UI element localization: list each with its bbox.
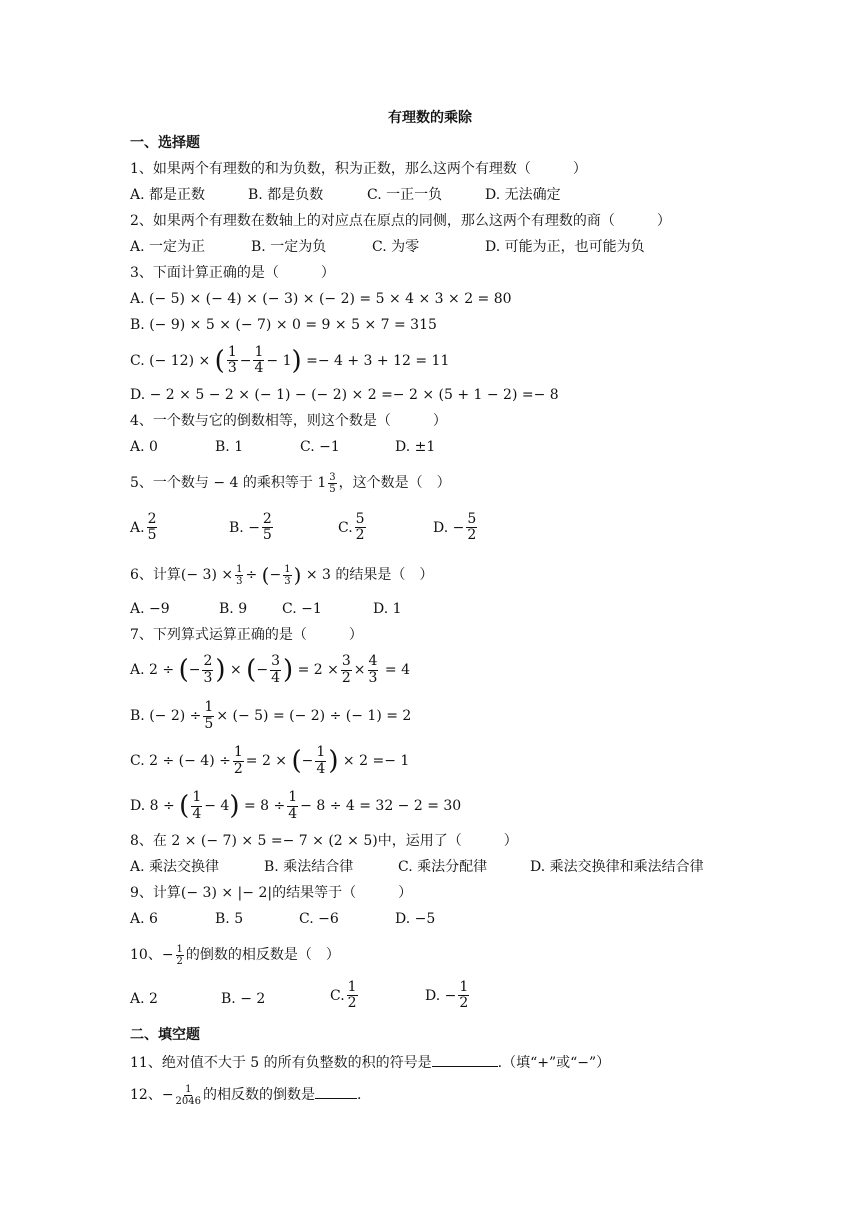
question-5-option-a (130, 512, 159, 544)
q6-stem-prefix: 6、计算(− 3) × (130, 567, 234, 583)
denominator: 2 (467, 527, 477, 544)
fraction (262, 512, 273, 544)
q7a-result: = 4 (384, 662, 410, 678)
left-paren: ( (214, 345, 225, 376)
option-label: C. (338, 519, 353, 536)
q12-stem-suffix: 的相反数的倒数是 (203, 1087, 315, 1103)
denominator: 3 (368, 669, 378, 686)
fraction (283, 564, 291, 587)
fraction (191, 790, 202, 822)
fraction (315, 745, 326, 777)
q12-period: . (357, 1087, 362, 1103)
minus-sign: − (269, 567, 282, 583)
q7d-equals: = 8 ÷ (243, 798, 286, 814)
option-label: D. − (425, 987, 457, 1004)
question-8-option-c: C. 乘法分配律 (398, 859, 488, 875)
question-9-option-a: A. 6 (130, 911, 158, 927)
section-heading-fill: 二、填空题 (130, 1027, 200, 1043)
denominator: 4 (271, 669, 280, 686)
numerator: 2 (262, 511, 272, 527)
q3c-tail: − 1 (266, 352, 292, 369)
times-sign: × (353, 662, 366, 678)
option-label: A. (130, 519, 145, 536)
numerator: 3 (271, 653, 280, 670)
left-paren: ( (291, 746, 302, 776)
question-11-stem (130, 1052, 610, 1072)
denominator: 5 (329, 483, 336, 495)
question-10-option-c (330, 980, 360, 1012)
fraction (270, 654, 281, 686)
times-sign: × (229, 662, 242, 678)
question-4-stem: 4、一个数与它的倒数相等，则这个数是（ ） (130, 413, 447, 429)
question-9-option-c: C. −6 (299, 911, 339, 927)
right-paren: ) (282, 655, 294, 685)
q7c-prefix: C. 2 ÷ (− 4) ÷ (130, 753, 231, 769)
fraction (203, 700, 214, 732)
question-3-option-b: B. (− 9) × 5 × (− 7) × 0 = 9 × 5 × 7 = 315 (130, 317, 437, 333)
question-5-option-c (338, 512, 368, 544)
option-label: C. (330, 987, 345, 1004)
numerator: 1 (236, 563, 243, 575)
question-10-option-b: B. − 2 (221, 991, 266, 1007)
answer-blank[interactable] (315, 1084, 357, 1099)
question-10-stem (130, 942, 340, 968)
question-10-option-a: A. 2 (130, 991, 158, 1007)
numerator: 5 (355, 511, 365, 527)
question-1-option-b: B. 都是负数 (248, 187, 324, 203)
denominator: 2 (459, 995, 469, 1012)
q7c-result: × 2 =− 1 (342, 753, 410, 769)
denominator: 3 (227, 360, 237, 377)
denominator: 4 (254, 360, 264, 377)
question-3-option-c (130, 345, 449, 377)
question-2-option-b: B. 一定为负 (251, 239, 327, 255)
right-paren: ) (229, 791, 240, 821)
question-6-option-c: C. −1 (282, 601, 322, 617)
q12-stem-prefix: 12、− (130, 1087, 174, 1103)
fraction (176, 944, 184, 967)
q11-stem-suffix: .（填“+”或“−”） (497, 1055, 611, 1071)
question-12-stem (130, 1080, 361, 1110)
question-2-stem: 2、如果两个有理数在数轴上的对应点在原点的同侧，那么这两个有理数的商（ ） (130, 213, 671, 229)
denominator: 2 (347, 995, 357, 1012)
q7a-equals: = 2 × (297, 662, 339, 678)
fraction (253, 345, 264, 377)
question-1-option-c: C. 一正一负 (367, 187, 443, 203)
fraction (368, 654, 379, 686)
question-8-option-a: A. 乘法交换律 (130, 859, 220, 875)
question-3-option-d: D. − 2 × 5 − 2 × (− 1) − (− 2) × 2 =− 2 × (5 + 1 − 2) =− 8 (130, 387, 559, 403)
q3c-result: =− 4 + 3 + 12 = 11 (306, 352, 450, 369)
numerator: 1 (459, 979, 469, 995)
question-4-option-d: D. ±1 (395, 439, 436, 455)
numerator: 1 (185, 1083, 192, 1095)
right-paren: ) (215, 655, 226, 685)
question-5-option-d (433, 512, 479, 544)
fraction (227, 345, 238, 377)
left-paren: ( (261, 563, 270, 587)
fraction (466, 512, 477, 544)
q7c-equals: = 2 × (245, 753, 288, 769)
section-heading-choice: 一、选择题 (130, 135, 200, 151)
numerator: 3 (341, 653, 351, 670)
denominator: 4 (316, 760, 326, 777)
question-9-stem: 9、计算(− 3) × |− 2|的结果等于（ ） (130, 885, 413, 901)
fraction (355, 512, 366, 544)
question-7-option-d (130, 790, 461, 822)
denominator: 3 (203, 669, 213, 686)
denominator: 3 (284, 575, 291, 587)
question-5-option-b (229, 512, 275, 544)
q7a-prefix: A. 2 ÷ (130, 662, 175, 678)
denominator: 4 (288, 805, 298, 822)
right-paren: ) (291, 345, 302, 376)
denominator: 2 (176, 955, 183, 967)
question-8-option-d: D. 乘法交换律和乘法结合律 (530, 859, 704, 875)
q10-stem-prefix: 10、− (130, 947, 174, 963)
denominator: 5 (147, 527, 157, 544)
denominator: 5 (204, 715, 214, 732)
denominator: 2 (341, 669, 351, 686)
q7b-prefix: B. (− 2) ÷ (130, 708, 202, 724)
left-paren: ( (246, 655, 257, 685)
numerator: 1 (254, 344, 264, 360)
numerator: 1 (192, 789, 202, 806)
option-label: D. − (433, 519, 465, 536)
question-4-option-b: B. 1 (215, 439, 244, 455)
numerator: 1 (204, 699, 214, 716)
fraction (458, 980, 469, 1012)
numerator: 2 (147, 511, 157, 527)
question-2-option-a: A. 一定为正 (130, 239, 206, 255)
fraction (341, 654, 352, 686)
answer-blank[interactable] (432, 1052, 498, 1067)
question-2-option-c: C. 为零 (372, 239, 420, 255)
left-paren: ( (179, 791, 190, 821)
q7d-result: − 8 ÷ 4 = 32 − 2 = 30 (300, 798, 462, 814)
question-10-option-d (425, 980, 471, 1012)
right-paren: ) (293, 563, 302, 587)
numerator: 1 (227, 344, 237, 360)
question-1-stem: 1、如果两个有理数的和为负数，积为正数，那么这两个有理数（ ） (130, 161, 587, 177)
fraction (176, 1084, 201, 1107)
denominator: 3 (236, 575, 243, 587)
question-6-option-a: A. −9 (130, 601, 170, 617)
q5-stem-prefix: 5、一个数与 − 4 的乘积等于 1 (130, 475, 327, 491)
option-label: B. − (229, 519, 260, 536)
numerator: 1 (176, 943, 183, 955)
question-6-option-b: B. 9 (219, 601, 248, 617)
q10-stem-suffix: 的倒数的相反数是（ ） (185, 947, 340, 963)
question-2-option-d: D. 可能为正，也可能为负 (485, 239, 645, 255)
question-7-option-c: C. 2 ÷ (− 4) ÷ $\frac{1}{2}$ = 2 × (− $\frac{1}{4}$ ) × 2 =− 1 (130, 744, 410, 777)
fraction (235, 564, 243, 587)
question-7-option-b (130, 700, 411, 732)
question-6-option-d: D. 1 (373, 601, 402, 617)
denominator: 2 (233, 760, 243, 777)
numerator: 2 (203, 653, 213, 670)
numerator: 1 (233, 744, 243, 761)
question-9-option-b: B. 5 (215, 911, 244, 927)
fraction (233, 745, 244, 777)
right-paren: ) (328, 746, 339, 776)
numerator: 1 (288, 789, 298, 806)
question-5-stem (130, 470, 451, 496)
question-3-stem: 3、下面计算正确的是（ ） (130, 265, 335, 281)
fraction (147, 512, 158, 544)
minus-sign: − (239, 352, 252, 369)
numerator: 1 (347, 979, 357, 995)
denominator: 4 (192, 805, 202, 822)
fraction (287, 790, 298, 822)
question-1-option-a: A. 都是正数 (130, 187, 206, 203)
page-title: 有理数的乘除 (388, 110, 472, 126)
q3c-prefix: C. (− 12) × (130, 352, 211, 369)
denominator: 2046 (175, 1095, 201, 1107)
question-4-option-c: C. −1 (300, 439, 340, 455)
q7d-inner: − 4 (204, 798, 230, 814)
fraction (347, 980, 358, 1012)
fraction (202, 654, 213, 686)
numerator: 1 (284, 563, 291, 575)
question-4-option-a: A. 0 (130, 439, 158, 455)
numerator: 3 (329, 471, 336, 483)
question-9-option-d: D. −5 (395, 911, 436, 927)
question-3-option-a: A. (− 5) × (− 4) × (− 3) × (− 2) = 5 × 4 × 3 × 2 = 80 (130, 291, 512, 307)
denominator: 2 (355, 527, 365, 544)
numerator: 1 (316, 744, 326, 761)
q5-stem-suffix: ，这个数是（ ） (338, 475, 451, 491)
divide-sign: ÷ (245, 567, 258, 583)
question-6-stem (130, 562, 433, 588)
question-1-option-d: D. 无法确定 (485, 187, 561, 203)
q6-stem-suffix: × 3 的结果是（ ） (305, 567, 434, 583)
left-paren: ( (178, 655, 189, 685)
question-7-option-a: A. 2 ÷ (− $\frac{2}{3}$ ) × (− $\frac{3}{4}$ ) = 2 × $\frac{3}{2}$ × $\frac{4}{3}$ = 4 (130, 653, 410, 686)
mixed-fraction (328, 472, 336, 495)
q7b-result: × (− 5) = (− 2) ÷ (− 1) = 2 (216, 708, 412, 724)
numerator: 4 (368, 653, 378, 670)
question-8-stem: 8、在 2 × (− 7) × 5 =− 7 × (2 × 5)中，运用了（ ） (130, 833, 518, 849)
denominator: 5 (262, 527, 272, 544)
question-8-option-b: B. 乘法结合律 (264, 859, 354, 875)
q7d-prefix: D. 8 ÷ (130, 798, 175, 814)
q11-stem-prefix: 11、绝对值不大于 5 的所有负整数的积的符号是 (130, 1055, 432, 1071)
numerator: 5 (467, 511, 477, 527)
question-7-stem: 7、下列算式运算正确的是（ ） (130, 627, 363, 643)
